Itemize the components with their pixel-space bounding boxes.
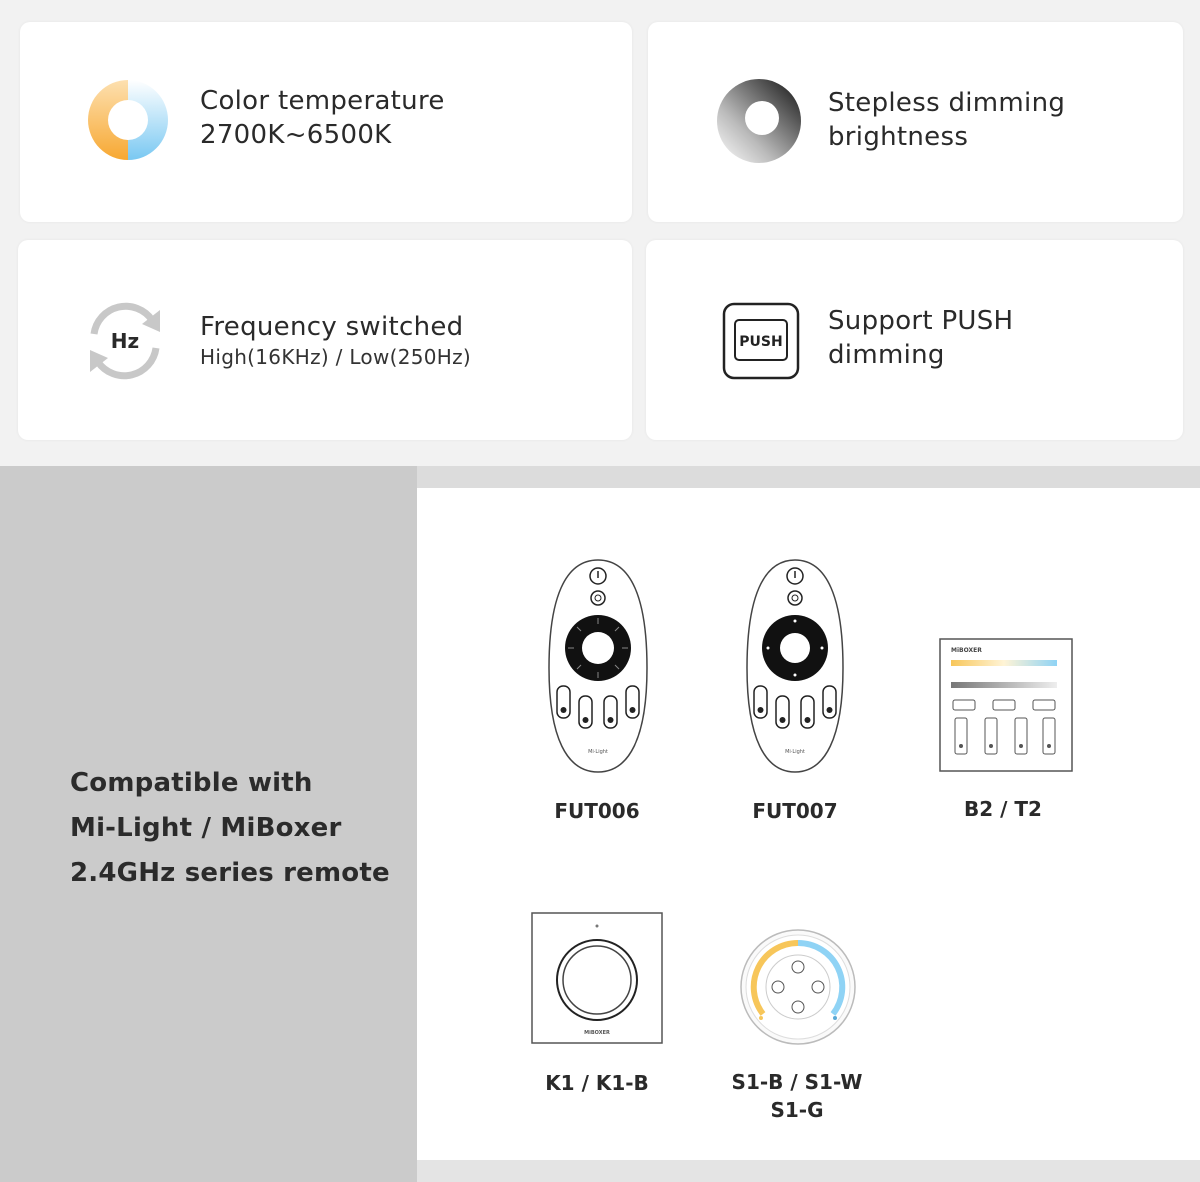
divider-strip xyxy=(417,466,1200,488)
color-temperature-icon xyxy=(86,78,170,166)
feature-title: Color temperature xyxy=(200,86,445,116)
dimming-icon xyxy=(716,78,802,168)
compat-line: Mi-Light / MiBoxer xyxy=(70,813,342,843)
feature-subtitle: 2700K~6500K xyxy=(200,120,392,150)
push-icon xyxy=(722,302,800,384)
feature-card-frequency xyxy=(18,240,632,440)
wall-panel-b2-icon xyxy=(939,638,1073,776)
device-label: FUT007 xyxy=(752,799,838,823)
frequency-icon xyxy=(80,298,170,388)
device-label: FUT006 xyxy=(554,799,640,823)
svg-text:Mi·Light: Mi·Light xyxy=(785,749,805,755)
feature-subtitle: dimming xyxy=(828,340,945,370)
device-label-line: S1-G xyxy=(770,1098,824,1122)
compat-line: Compatible with xyxy=(70,768,313,798)
compat-line: 2.4GHz series remote xyxy=(70,858,390,888)
svg-text:Mi·Light: Mi·Light xyxy=(588,749,608,755)
devices-panel xyxy=(417,488,1200,1160)
knob-panel-k1-icon xyxy=(531,912,663,1048)
compatibility-panel xyxy=(0,466,417,1182)
device-label: K1 / K1-B xyxy=(545,1071,649,1095)
hz-label: Hz xyxy=(110,329,140,353)
feature-card-color-temperature xyxy=(20,22,632,222)
feature-title: Support PUSH xyxy=(828,306,1014,336)
device-label-line: S1-B / S1-W xyxy=(731,1070,863,1094)
remote-fut006-icon xyxy=(545,558,651,780)
feature-title: Frequency switched xyxy=(200,312,464,342)
push-label: PUSH xyxy=(739,334,783,350)
round-remote-s1-icon xyxy=(739,928,857,1050)
device-label: B2 / T2 xyxy=(964,797,1042,821)
divider-strip xyxy=(417,1160,1200,1182)
feature-subtitle: brightness xyxy=(828,122,969,152)
feature-subtitle: High(16KHz) / Low(250Hz) xyxy=(200,345,472,369)
feature-card-dimming xyxy=(648,22,1183,222)
svg-text:MiBOXER: MiBOXER xyxy=(584,1030,610,1036)
svg-text:MiBOXER: MiBOXER xyxy=(951,647,982,654)
feature-title: Stepless dimming xyxy=(828,88,1066,118)
compatibility-text xyxy=(70,761,390,896)
device-label xyxy=(717,1068,877,1124)
remote-fut007-icon xyxy=(743,558,847,780)
feature-card-push xyxy=(646,240,1183,440)
